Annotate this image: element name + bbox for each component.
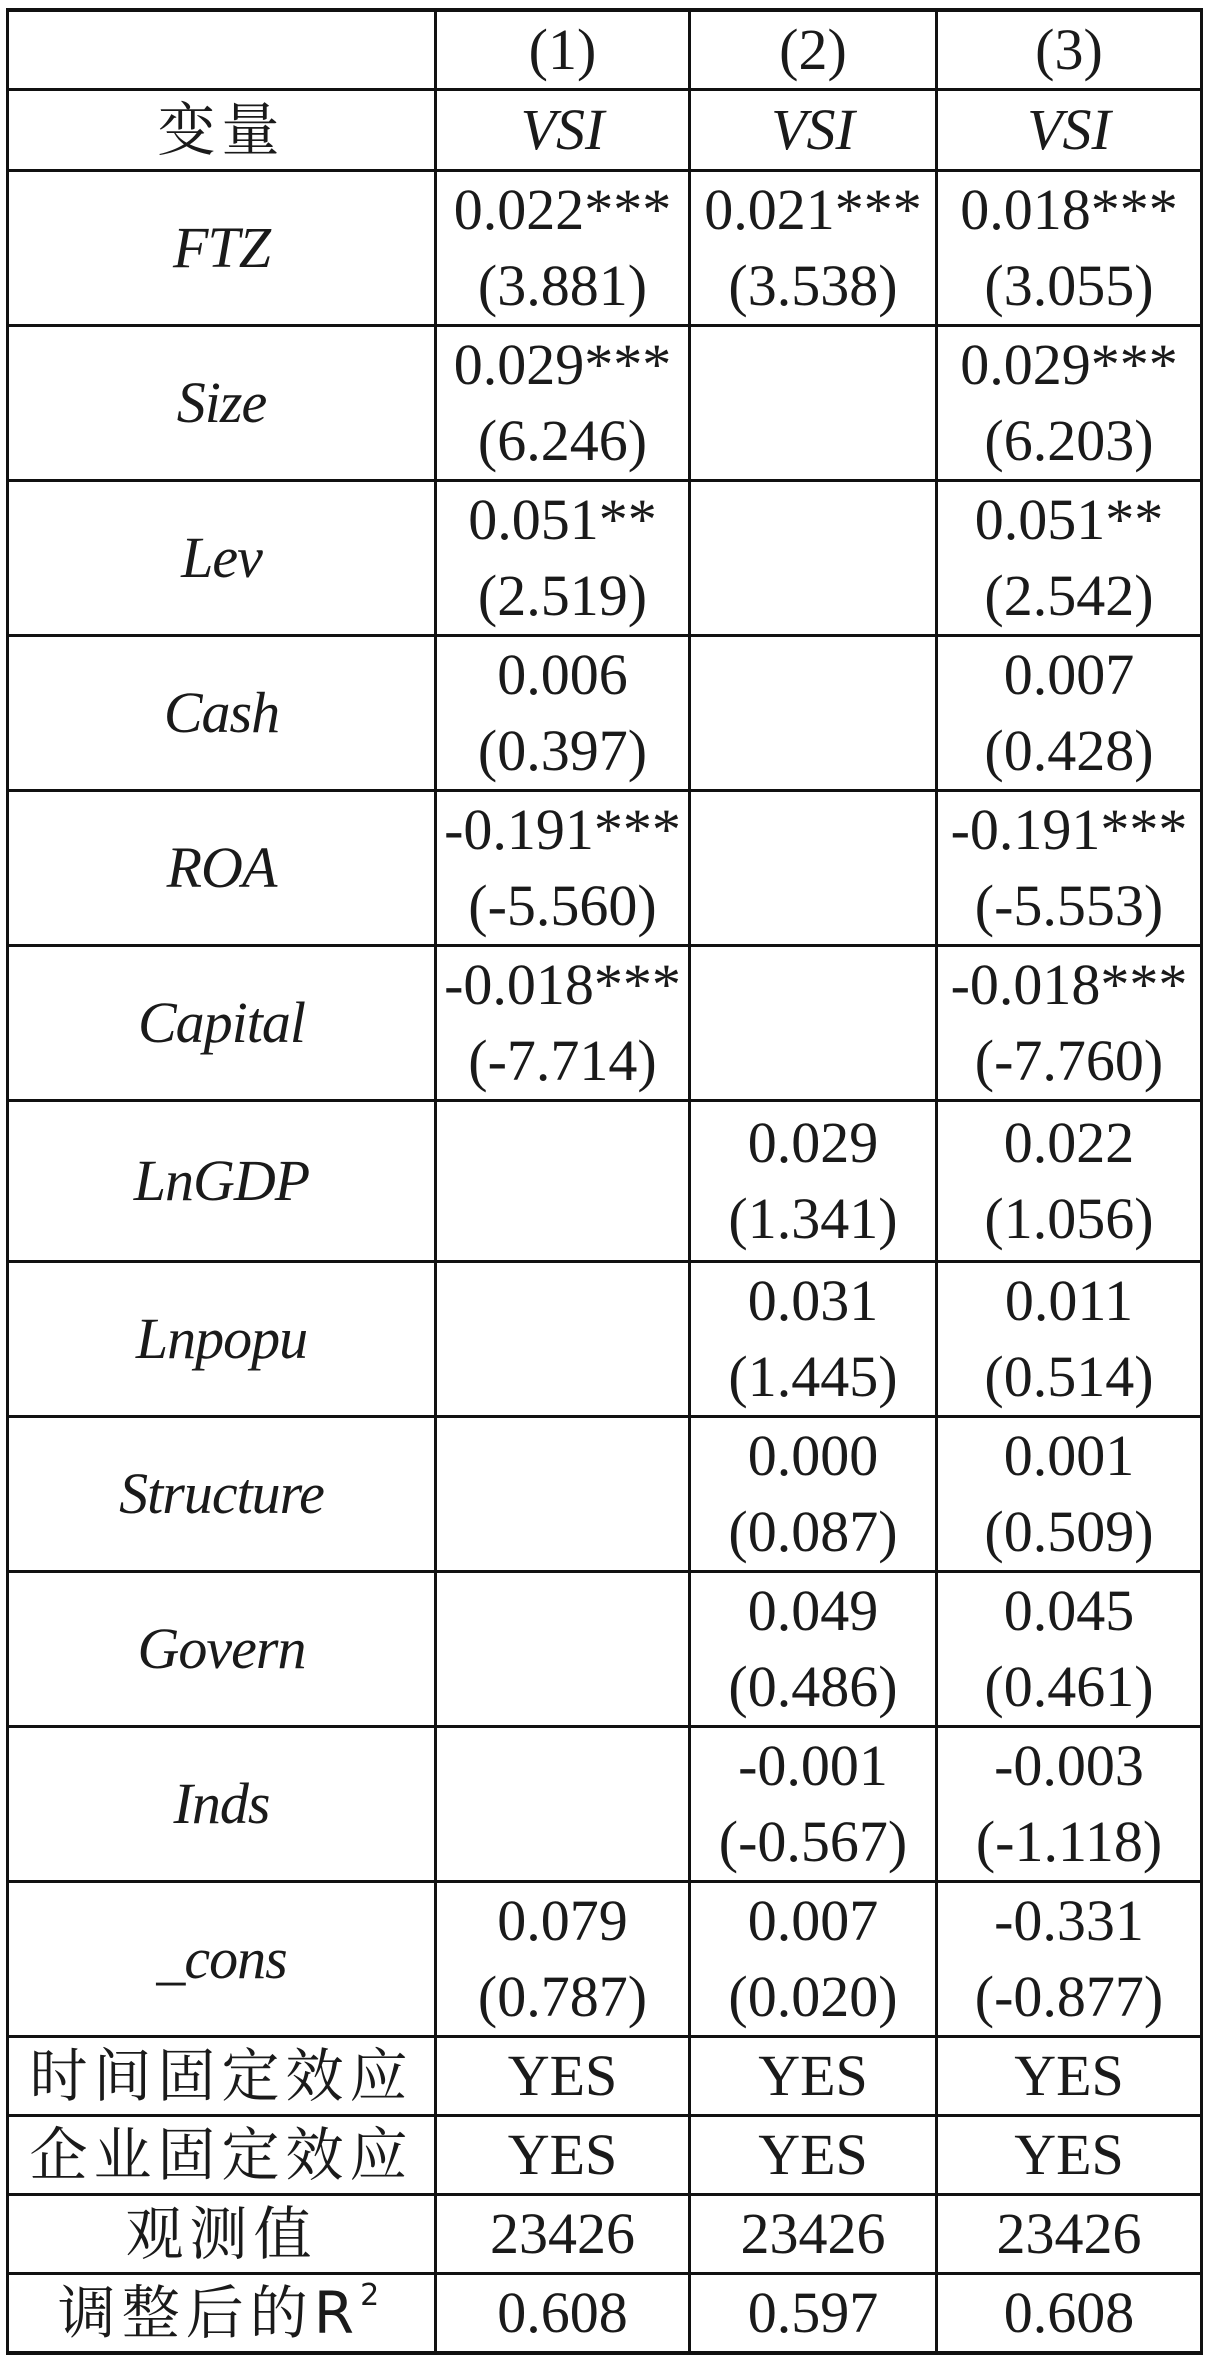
obs-cell: 23426 <box>690 2195 937 2274</box>
table-row <box>8 1572 1202 1727</box>
coefficient-cell <box>690 1417 937 1572</box>
t-statistic-value: (0.514) <box>984 1344 1154 1409</box>
variable-name: Size <box>8 326 436 481</box>
coefficient-cell <box>937 946 1202 1101</box>
t-statistic-value: (3.881) <box>477 253 648 318</box>
variable-name: Lnpopu <box>8 1262 436 1417</box>
r2-cell: 0.608 <box>436 2274 690 2354</box>
variable-name: ROA <box>8 791 436 946</box>
dependent-variable: VSI <box>937 90 1202 171</box>
column-number: (3) <box>937 10 1202 90</box>
r2-cell: 0.608 <box>937 2274 1202 2354</box>
t-statistic-value: (-0.567) <box>718 1809 908 1874</box>
variable-rows <box>8 171 1202 2037</box>
coefficient-value: 0.029*** <box>453 332 672 397</box>
dependent-variable: VSI <box>436 90 690 171</box>
variable-name: _cons <box>8 1882 436 2037</box>
t-statistic-value: (3.538) <box>728 253 898 318</box>
dependent-variable: VSI <box>690 90 937 171</box>
t-statistic-value: (2.542) <box>984 563 1154 628</box>
t-statistic-value: (0.461) <box>984 1654 1154 1719</box>
coefficient-value: 0.018*** <box>960 177 1178 242</box>
coefficient-cell <box>937 791 1202 946</box>
coefficient-cell <box>436 791 690 946</box>
coefficient-value: -0.003 <box>994 1733 1144 1798</box>
variable-name: Inds <box>8 1727 436 1882</box>
coefficient-cell <box>937 636 1202 791</box>
coefficient-cell <box>436 636 690 791</box>
table-body <box>8 10 1202 171</box>
variable-name: Capital <box>8 946 436 1101</box>
coefficient-cell <box>937 1572 1202 1727</box>
fe-cell: YES <box>690 2037 937 2116</box>
r2-cell: 0.597 <box>690 2274 937 2354</box>
coefficient-cell <box>937 1727 1202 1882</box>
corner-cell <box>8 10 436 90</box>
coefficient-value: -0.018*** <box>444 952 681 1017</box>
t-statistic-value: (2.519) <box>477 563 648 628</box>
coefficient-cell <box>937 1882 1202 2037</box>
r2-superscript: 2 <box>360 2278 386 2313</box>
table-row <box>8 1882 1202 2037</box>
observations-row <box>8 2195 1202 2274</box>
coefficient-value: -0.191*** <box>444 797 681 862</box>
coefficient-cell <box>690 1572 937 1727</box>
t-statistic-value: (-5.560) <box>468 873 657 938</box>
coefficient-value: 0.022 <box>1003 1110 1135 1175</box>
coefficient-cell <box>690 1882 937 2037</box>
t-statistic-value: (6.246) <box>477 408 648 473</box>
coefficient-cell <box>937 1417 1202 1572</box>
t-statistic-value: (0.486) <box>728 1654 898 1719</box>
coefficient-value: 0.006 <box>497 642 628 707</box>
dependent-variable-row <box>8 90 1202 171</box>
coefficient-value: 0.022*** <box>453 177 672 242</box>
coefficient-value: 0.029 <box>747 1110 879 1175</box>
r2-label-text: 调整后的R <box>57 2279 361 2347</box>
coefficient-cell <box>436 1262 690 1417</box>
coefficient-cell <box>937 481 1202 636</box>
fe-cell: YES <box>937 2116 1202 2195</box>
coefficient-value: 0.051** <box>974 487 1164 552</box>
adjusted-r2-row <box>8 2274 1202 2354</box>
coefficient-value: 0.031 <box>747 1268 879 1333</box>
fe-cell: YES <box>937 2037 1202 2116</box>
coefficient-cell <box>690 481 937 636</box>
coefficient-value: 0.001 <box>1003 1423 1135 1488</box>
table-row <box>8 171 1202 326</box>
coefficient-value: 0.079 <box>497 1888 628 1953</box>
t-statistic-value: (0.397) <box>477 718 648 783</box>
coefficient-value: 0.051** <box>468 487 657 552</box>
t-statistic-value: (0.020) <box>728 1964 898 2029</box>
variable-name: Cash <box>8 636 436 791</box>
table-row <box>8 1727 1202 1882</box>
coefficient-value: 0.021*** <box>704 177 922 242</box>
variable-name: Govern <box>8 1572 436 1727</box>
variable-name: Lev <box>8 481 436 636</box>
table-row <box>8 1101 1202 1262</box>
coefficient-value: -0.001 <box>738 1733 888 1798</box>
table-row <box>8 1417 1202 1572</box>
t-statistic-value: (1.341) <box>728 1186 898 1251</box>
coefficient-cell <box>937 326 1202 481</box>
coefficient-cell <box>436 1727 690 1882</box>
coefficient-cell <box>690 1262 937 1417</box>
t-statistic-value: (1.445) <box>728 1344 898 1409</box>
t-statistic-value: (0.787) <box>477 1964 648 2029</box>
t-statistic-value: (1.056) <box>984 1186 1154 1251</box>
fe-cell: YES <box>436 2037 690 2116</box>
footer-rows <box>8 2037 1202 2354</box>
coefficient-value: 0.007 <box>747 1888 879 1953</box>
coefficient-cell <box>436 946 690 1101</box>
coefficient-cell <box>937 1101 1202 1262</box>
coefficient-cell <box>436 171 690 326</box>
coefficient-cell <box>436 1882 690 2037</box>
table-row <box>8 326 1202 481</box>
coefficient-value: -0.191*** <box>950 797 1188 862</box>
table-row <box>8 791 1202 946</box>
variable-name: Structure <box>8 1417 436 1572</box>
coefficient-cell <box>690 946 937 1101</box>
firm-fixed-effect-row <box>8 2116 1202 2195</box>
table-row <box>8 636 1202 791</box>
variable-name: LnGDP <box>8 1101 436 1262</box>
column-number-row <box>8 10 1202 90</box>
table-row <box>8 481 1202 636</box>
coefficient-cell <box>690 791 937 946</box>
variable-name: FTZ <box>8 171 436 326</box>
coefficient-cell <box>937 171 1202 326</box>
row-label: 观测值 <box>8 2195 436 2274</box>
t-statistic-value: (6.203) <box>984 408 1154 473</box>
coefficient-value: 0.011 <box>1004 1268 1134 1333</box>
coefficient-cell <box>690 1101 937 1262</box>
coefficient-cell <box>690 171 937 326</box>
time-fixed-effect-row <box>8 2037 1202 2116</box>
coefficient-value: 0.045 <box>1003 1578 1135 1643</box>
regression-table <box>6 8 1203 2355</box>
table-row <box>8 946 1202 1101</box>
t-statistic-value: (-1.118) <box>975 1809 1163 1874</box>
coefficient-cell <box>436 1572 690 1727</box>
t-statistic-value: (0.087) <box>728 1499 898 1564</box>
coefficient-cell <box>436 481 690 636</box>
column-number: (1) <box>436 10 690 90</box>
t-statistic-value: (-5.553) <box>974 873 1164 938</box>
coefficient-cell <box>690 326 937 481</box>
coefficient-value: -0.018*** <box>950 952 1188 1017</box>
coefficient-cell <box>436 1417 690 1572</box>
table-row <box>8 1262 1202 1417</box>
row-label: 企业固定效应 <box>8 2116 436 2195</box>
fe-cell: YES <box>690 2116 937 2195</box>
coefficient-cell <box>937 1262 1202 1417</box>
row-label <box>8 2274 436 2354</box>
fe-cell: YES <box>436 2116 690 2195</box>
variable-header: 变量 <box>8 90 436 171</box>
coefficient-value: -0.331 <box>994 1888 1144 1953</box>
t-statistic-value: (-7.714) <box>468 1028 657 1093</box>
coefficient-value: 0.000 <box>747 1423 879 1488</box>
coefficient-value: 0.029*** <box>960 332 1178 397</box>
column-number: (2) <box>690 10 937 90</box>
t-statistic-value: (-0.877) <box>974 1964 1164 2029</box>
obs-cell: 23426 <box>436 2195 690 2274</box>
coefficient-cell <box>436 1101 690 1262</box>
coefficient-cell <box>690 1727 937 1882</box>
t-statistic-value: (3.055) <box>984 253 1154 318</box>
t-statistic-value: (0.428) <box>984 718 1154 783</box>
coefficient-cell <box>436 326 690 481</box>
coefficient-cell <box>690 636 937 791</box>
row-label: 时间固定效应 <box>8 2037 436 2116</box>
t-statistic-value: (0.509) <box>984 1499 1154 1564</box>
coefficient-value: 0.049 <box>747 1578 879 1643</box>
obs-cell: 23426 <box>937 2195 1202 2274</box>
coefficient-value: 0.007 <box>1003 642 1135 707</box>
t-statistic-value: (-7.760) <box>974 1028 1164 1093</box>
